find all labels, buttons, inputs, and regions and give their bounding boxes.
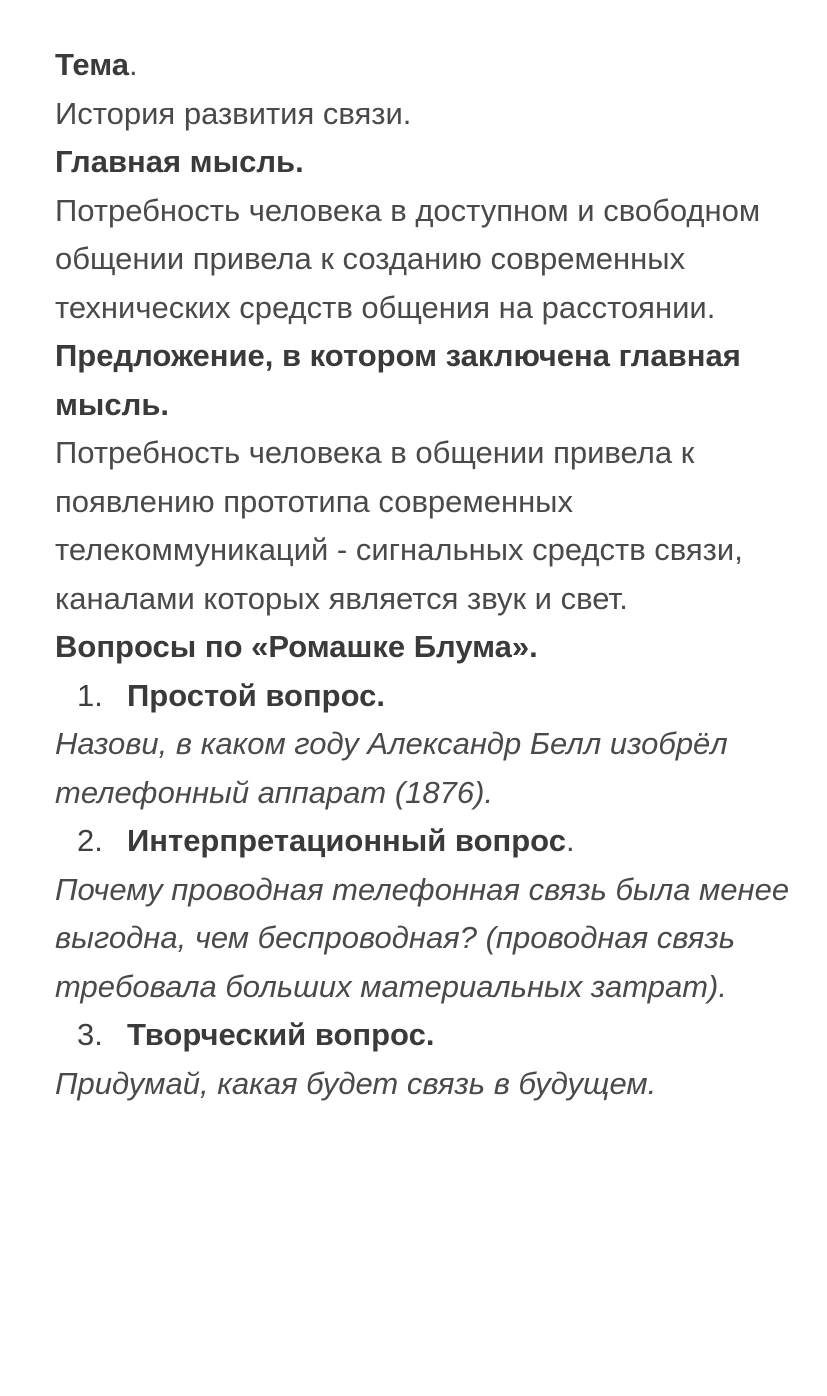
question-item (55, 1011, 795, 1060)
theme-heading: Тема (55, 47, 129, 82)
question-label: Интерпретационный вопрос (127, 823, 566, 858)
question-text: Почему проводная телефонная связь была менее выгодна, чем беспроводная? (проводная связь требовала больших материальных затрат). (55, 871, 790, 1004)
question-item (55, 817, 795, 866)
question-number: 3. (77, 1017, 103, 1052)
questions-heading: Вопросы по «Ромашке Блума». (55, 629, 538, 664)
note-document (55, 41, 795, 1108)
question-text: Придумай, какая будет связь в будущем. (55, 1065, 657, 1101)
theme-heading-line (55, 41, 795, 90)
question-number: 2. (77, 823, 103, 858)
main-idea-heading: Главная мысль. (55, 144, 304, 179)
main-idea-text: Потребность человека в доступном и свободном общении привела к созданию современных технических средств общения на расстоянии. (55, 192, 761, 325)
question-item (55, 672, 795, 721)
question-label-trail: . (565, 823, 575, 858)
theme-text: История развития связи. (55, 95, 412, 131)
question-label: Творческий вопрос. (127, 1017, 435, 1052)
question-number: 1. (77, 677, 103, 713)
key-sentence-heading: Предложение, в котором заключена главная мысль. (55, 338, 741, 422)
theme-heading-trail: . (129, 47, 138, 82)
question-text: Назови, в каком году Александр Белл изобрёл телефонный аппарат (1876). (55, 726, 728, 810)
question-label: Простой вопрос. (127, 677, 385, 713)
key-sentence-text: Потребность человека в общении привела к появлению прототипа современных телекоммуникаций - сигнальных средств связи, каналами которых является звук и свет. (55, 435, 743, 616)
